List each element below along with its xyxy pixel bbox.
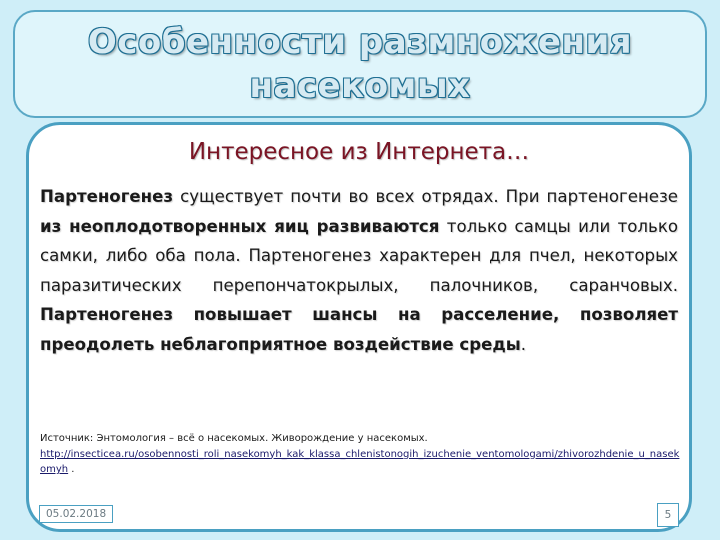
content-box (26, 122, 692, 532)
subtitle: Интересное из Интернета… (188, 139, 530, 165)
body-paragraph (40, 182, 678, 359)
title-box (13, 10, 707, 118)
source-note (40, 431, 682, 478)
body-text-2: только самцы или только самки, либо оба пола. Партеногенез характерен для пчел, некоторых паразитических перепончатокрылых, палочников, саранчовых. (40, 216, 678, 295)
source-label: Источник: Энтомология – всё о насекомых. Живорождение у насекомых. (40, 433, 428, 444)
term-parthenogenesis: Партеногенез (40, 187, 173, 206)
source-link[interactable]: http://insecticea.ru/osobennosti_roli_nasekomyh_kak_klassa_chlenistonogih_izuchenie_ventomologami/zhivorozhdenie_u_nasekomyh (40, 448, 680, 475)
body-bold-1: из неоплодотворенных яиц развиваются (40, 216, 440, 236)
footer-date: 05.02.2018 (39, 505, 113, 523)
slide-title-line-2: насекомых (249, 66, 471, 106)
body-bold-2: Партеногенез повышает шансы на расселение, позволяет преодолеть неблагоприятное воздействие среды (40, 305, 678, 354)
page-number: 5 (657, 503, 679, 527)
body-text-end: . (520, 334, 527, 354)
slide-title-line-1: Особенности размножения (87, 22, 633, 62)
source-trail: . (68, 464, 75, 475)
body-text-1: существует почти во всех отрядах. При партеногенезе (173, 187, 678, 206)
